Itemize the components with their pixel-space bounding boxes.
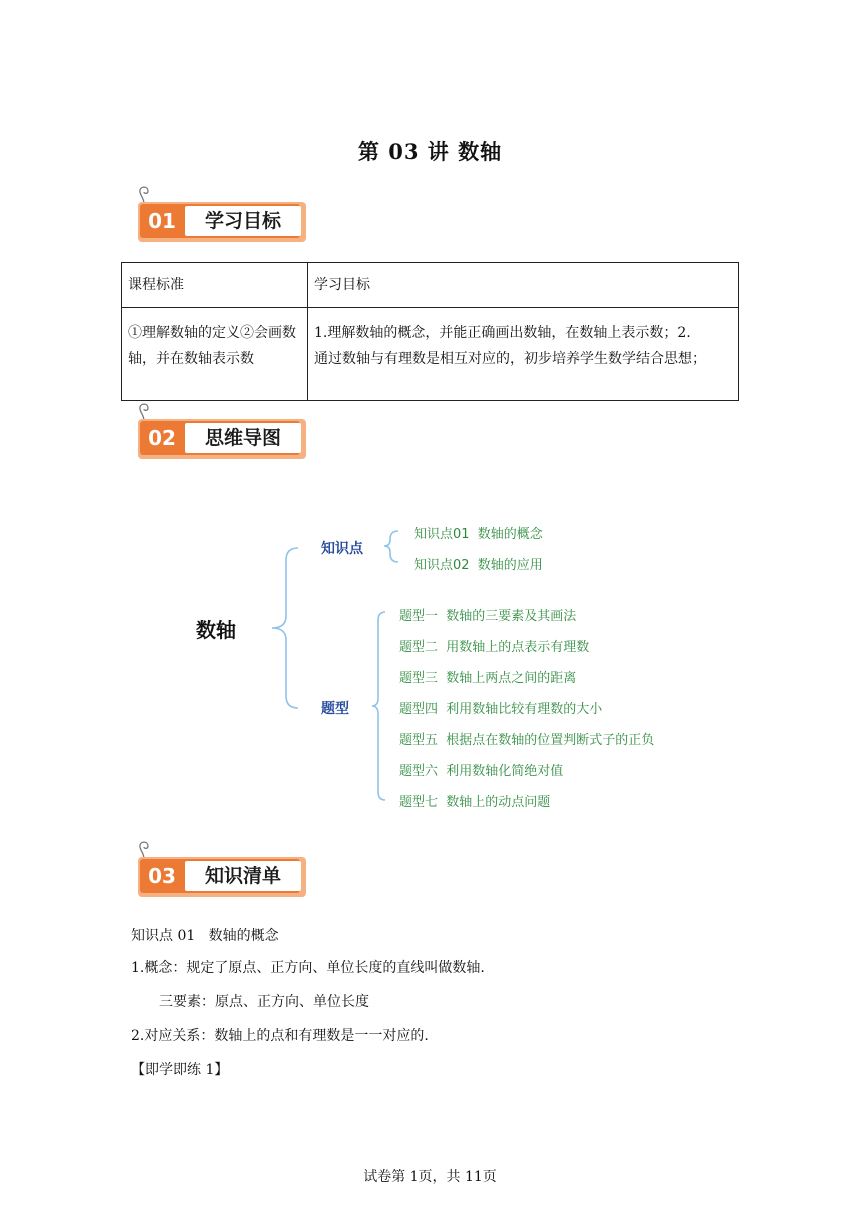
goal-line-1: 1.理解数轴的概念，并能正确画出数轴，在数轴上表示数；2.: [314, 325, 691, 341]
type-bracket: [372, 612, 385, 800]
mindmap-leaf: 题型四 利用数轴比较有理数的大小: [399, 702, 603, 717]
mindmap-leaf: 题型三 数轴上两点之间的距离: [399, 671, 577, 686]
table-cell-standard: ①理解数轴的定义②会画数轴，并在数轴表示数: [122, 308, 308, 401]
section-number: 03: [148, 864, 176, 888]
table-header-goal: 学习目标: [308, 263, 739, 308]
mindmap-leaf: 题型六 利用数轴化简绝对值: [399, 764, 564, 779]
mindmap-leaf: 知识点02 数轴的应用: [414, 558, 543, 573]
page-footer: 试卷第 1页，共 11页: [363, 1169, 497, 1185]
page-title: 第 03 讲 数轴: [357, 139, 503, 164]
section-label: 知识清单: [185, 861, 301, 891]
knowledge-line-1: 1.概念：规定了原点、正方向、单位长度的直线叫做数轴.: [131, 960, 485, 976]
mindmap-branch-types: 题型: [321, 701, 349, 717]
mindmap-leaf: 题型七 数轴上的动点问题: [399, 795, 551, 810]
mindmap-root: 数轴: [196, 618, 236, 642]
goals-table: [121, 262, 739, 401]
section-label: 思维导图: [185, 423, 301, 453]
root-bracket: [272, 548, 298, 708]
section-number: 01: [148, 209, 176, 233]
knowledge-heading: 知识点 01 数轴的概念: [131, 928, 279, 944]
knowledge-line-3: 2.对应关系：数轴上的点和有理数是一一对应的.: [131, 1028, 429, 1044]
mindmap-leaf: 题型五 根据点在数轴的位置判断式子的正负: [399, 733, 655, 748]
section-number: 02: [148, 426, 176, 450]
knowledge-line-2: 三要素：原点、正方向、单位长度: [159, 994, 369, 1010]
mindmap-leaf: 题型二 用数轴上的点表示有理数: [399, 640, 590, 655]
section-label: 学习目标: [185, 206, 301, 236]
practice-heading: 【即学即练 1】: [131, 1062, 229, 1078]
goal-line-2: 通过数轴与有理数是相互对应的，初步培养学生数学结合思想；: [314, 351, 706, 367]
mindmap-branch-knowledge: 知识点: [321, 541, 363, 557]
knowledge-bracket: [384, 531, 398, 562]
table-cell-goal: [308, 308, 739, 401]
mindmap-leaf: 题型一 数轴的三要素及其画法: [399, 609, 577, 624]
mindmap-leaf: 知识点01 数轴的概念: [414, 527, 543, 542]
table-header-standard: 课程标准: [122, 263, 308, 308]
